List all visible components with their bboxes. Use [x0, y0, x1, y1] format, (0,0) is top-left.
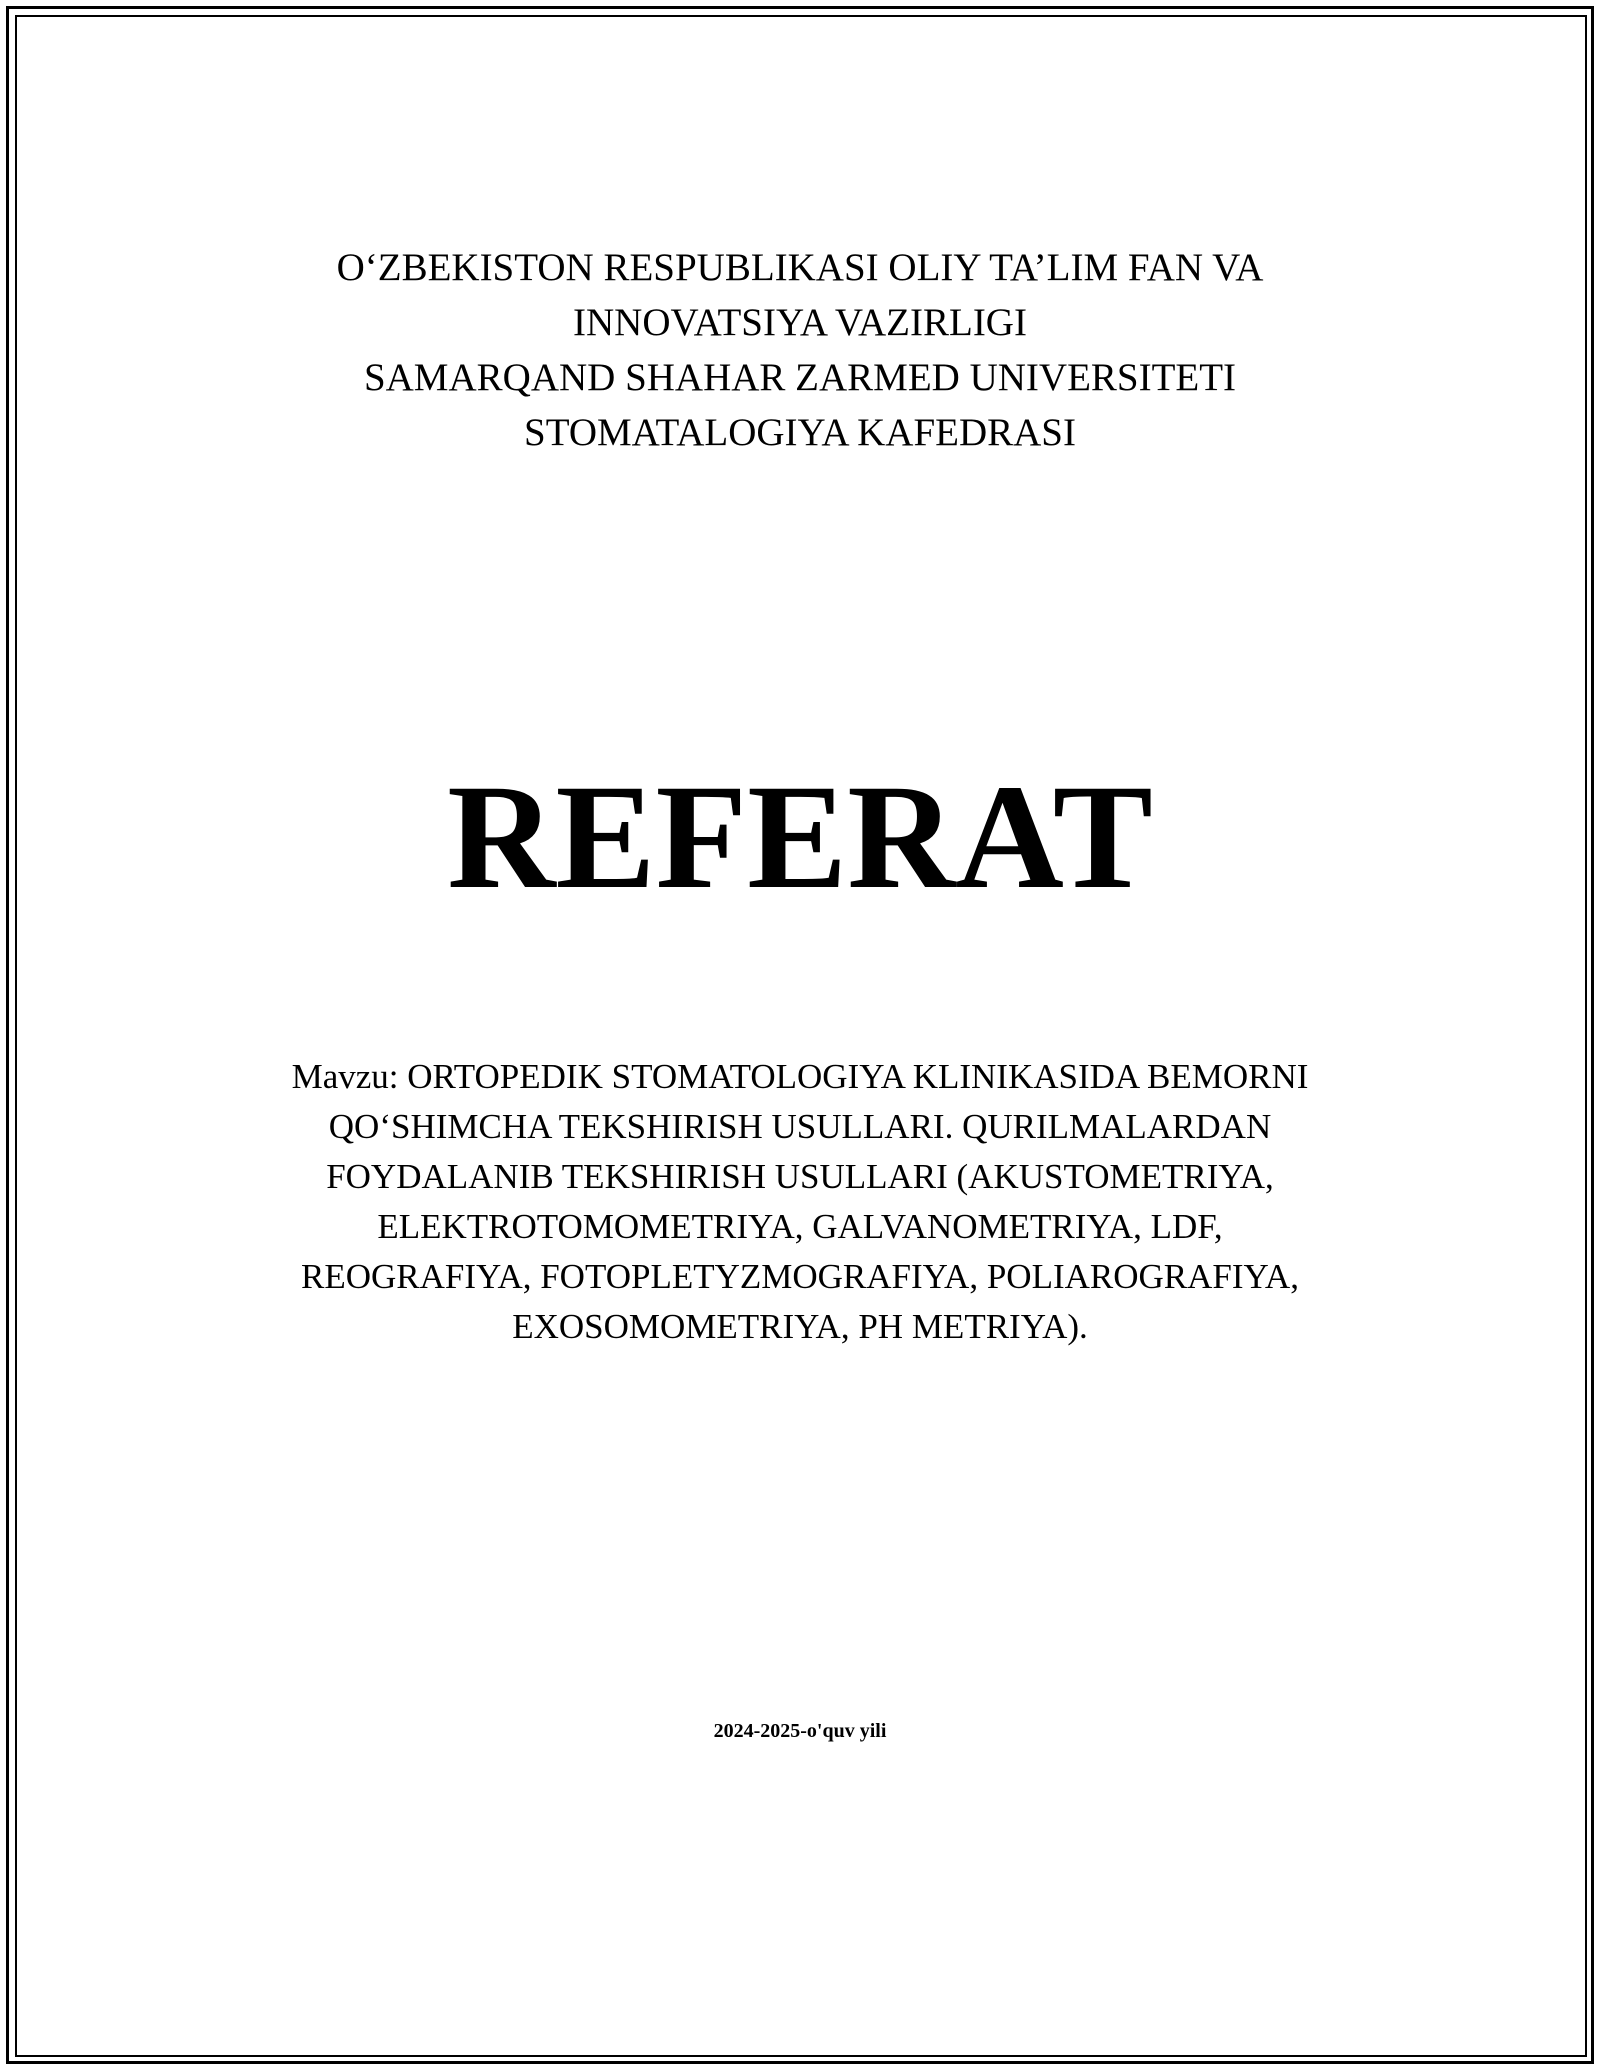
- academic-year: 2024-2025-o'quv yili: [713, 1720, 887, 1742]
- topic-line: FOYDALANIB TEKSHIRISH USULLARI (AKUSTOMETRIYA,: [326, 1157, 1274, 1196]
- header-line-ministry-1: O‘ZBEKISTON RESPUBLIKASI OLIY TA’LIM FAN VA: [336, 246, 1264, 289]
- header-line-university: SAMARQAND SHAHAR ZARMED UNIVERSITETI: [363, 356, 1237, 399]
- topic-line: ELEKTROTOMOMETRIYA, GALVANOMETRIYA, LDF,: [377, 1207, 1223, 1246]
- topic-line: EXOSOMOMETRIYA, PH METRIYA).: [512, 1307, 1088, 1346]
- topic-line: QO‘SHIMCHA TEKSHIRISH USULLARI. QURILMALARDAN: [328, 1107, 1272, 1146]
- header-line-ministry-2: INNOVATSIYA VAZIRLIGI: [573, 301, 1027, 344]
- topic-line: REOGRAFIYA, FOTOPLETYZMOGRAFIYA, POLIAROGRAFIYA,: [301, 1257, 1299, 1296]
- topic-line: Mavzu: ORTOPEDIK STOMATOLOGIYA KLINIKASIDA BEMORNI: [291, 1057, 1309, 1096]
- institution-header: [0, 240, 1600, 460]
- document-title: REFERAT: [447, 754, 1153, 920]
- header-line-department: STOMATALOGIYA KAFEDRASI: [524, 411, 1076, 454]
- topic-block: [0, 1052, 1600, 1352]
